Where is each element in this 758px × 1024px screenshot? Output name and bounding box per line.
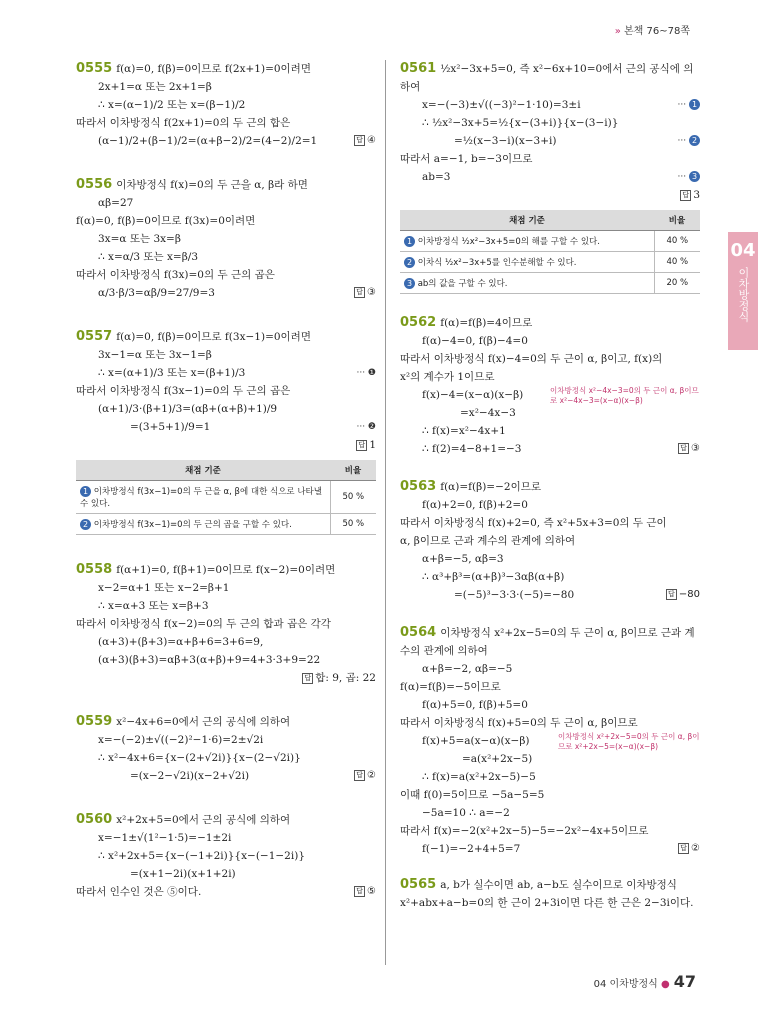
- step-1-icon: 1: [404, 236, 415, 247]
- step-2-icon: 2: [689, 135, 700, 146]
- problem-0555: 0555 f(α)=0, f(β)=0이므로 f(2x+1)=0이려면 2x+1=α 또는 2x+1=β ∴ x=(α−1)/2 또는 x=(β−1)/2 따라서 이차방정식 f(2x+1)=0의 두 근의 합은 (α−1)/2+(β−1)/2=(α+β−2)/2=(4−2)/2=1 답 ④: [76, 60, 376, 150]
- arrow-icon: »: [614, 26, 624, 37]
- answer-icon: 답: [354, 287, 365, 298]
- answer: 답 ③: [678, 440, 700, 458]
- table-row: 2 이차식 ½x²−3x+5를 인수분해할 수 있다. 40 %: [400, 252, 700, 273]
- column-divider: [385, 60, 386, 965]
- left-column: [76, 60, 376, 927]
- step-marker: ··· ❷: [356, 422, 376, 432]
- table-row: 2 이차방정식 f(3x−1)=0의 두 근의 곱을 구할 수 있다. 50 %: [76, 514, 376, 535]
- grading-table: 채점 기준 비율 1 이차방정식 f(3x−1)=0의 두 근을 α, β에 대한 식으로 나타낼 수 있다. 50 % 2 이차방정식 f(3x−1)=0의 두 근의 곱을 구할 수 있다. 50 %: [76, 460, 376, 535]
- table-row: 1 이차방정식 f(3x−1)=0의 두 근을 α, β에 대한 식으로 나타낼 수 있다. 50 %: [76, 481, 376, 514]
- answer: 답 ⑤: [354, 883, 376, 901]
- step-3-icon: 3: [404, 278, 415, 289]
- problem-0557: 0557 f(α)=0, f(β)=0이므로 f(3x−1)=0이려면 3x−1=α 또는 3x−1=β ∴ x=(α+1)/3 또는 x=(β+1)/3 ··· ❶ 따라서 이차방정식 f(3x−1)=0의 두 근의 곱은 (α+1)/3·(β+1)/3=(αβ+(α+β)+1)/9 =(3+5+1)/9=1 ··· ❷ 답 1 채점 기준 비율 1 이차방정식 f(3x−1)=0의 두 근을 α, β에 대한 식으로 나타낼 수 있다. 50 % 2 이차방정식 f(3x−1)=0의 두 근의 곱을 구할 수 있다. 50 %: [76, 328, 376, 535]
- table-row: 1 이차방정식 ½x²−3x+5=0의 해를 구할 수 있다. 40 %: [400, 231, 700, 252]
- answer-icon: 답: [354, 135, 365, 146]
- problem-0562: 0562 f(α)=f(β)=4이므로 f(α)−4=0, f(β)−4=0 따라서 이차방정식 f(x)−4=0의 두 근이 α, β이고, f(x)의 x²의 계수가 1이므로 f(x)−4=(x−α)(x−β) =x²−4x−3 이차방정식 x²−4x−3=0의 두 근이 α, β이므로 x²−4x−3=(x−α)(x−β) ∴ f(x)=x²−4x+1 ∴ f(2)=4−8+1=−3 답 ③: [400, 314, 700, 458]
- chapter-title: 이차방정식: [737, 267, 750, 322]
- chapter-number: 04: [730, 240, 756, 261]
- answer: 답 ②: [354, 767, 376, 785]
- step-marker: ··· ❶: [356, 368, 376, 378]
- step-marker: ··· 1: [678, 96, 700, 114]
- right-column: [400, 60, 700, 938]
- step-marker: ··· 2: [678, 132, 700, 150]
- page-number: 47: [673, 972, 696, 991]
- answer: 답 ②: [678, 840, 700, 858]
- grading-table: 채점 기준 비율 1 이차방정식 ½x²−3x+5=0의 해를 구할 수 있다. 40 % 2 이차식 ½x²−3x+5를 인수분해할 수 있다. 40 % 3 ab의 값을 구할 수 있다. 20 %: [400, 210, 700, 294]
- step-marker: ··· 3: [678, 168, 700, 186]
- table-row: 3 ab의 값을 구할 수 있다. 20 %: [400, 273, 700, 294]
- problem-0558: 0558 f(α+1)=0, f(β+1)=0이므로 f(x−2)=0이려면 x−2=α+1 또는 x−2=β+1 ∴ x=α+3 또는 x=β+3 따라서 이차방정식 f(x−2)=0의 두 근의 합과 곱은 각각 (α+3)+(β+3)=α+β+6=3+6=9, (α+3)(β+3)=αβ+3(α+β)+9=4+3·3+9=22 답 합: 9, 곱: 22: [76, 562, 376, 684]
- step-2-icon: 2: [80, 519, 91, 530]
- problem-0559: 0559 x²−4x+6=0에서 근의 공식에 의하여 x=−(−2)±√((−2)²−1·6)=2±√2i ∴ x²−4x+6={x−(2+√2i)}{x−(2−√2i)} =(x−2−√2i)(x−2+√2i) 답 ②: [76, 713, 376, 785]
- step-3-icon: 3: [689, 171, 700, 182]
- side-note: 이차방정식 x²+2x−5=0의 두 근이 α, β이므로 x²+2x−5=(x−α)(x−β): [558, 732, 700, 751]
- step-1-icon: 1: [80, 486, 91, 497]
- chapter-tab: [728, 232, 758, 350]
- answer-icon: 답: [354, 886, 365, 897]
- answer: 답 ④: [354, 132, 376, 150]
- problem-0565: 0565 a, b가 실수이면 ab, a−b도 실수이므로 이차방정식 x²+abx+a−b=0의 한 근이 2+3i이면 다른 한 근은 2−3i이다.: [400, 877, 694, 909]
- side-note: 이차방정식 x²−4x−3=0의 두 근이 α, β이므로 x²−4x−3=(x−α)(x−β): [550, 386, 699, 405]
- answer: 답 −80: [666, 586, 700, 604]
- problem-0564: 0564 이차방정식 x²+2x−5=0의 두 근이 α, β이므로 근과 계 수의 관계에 의하여 α+β=−2, αβ=−5 f(α)=f(β)=−5이므로 f(α)+5=0, f(β)+5=0 따라서 이차방정식 f(x)+5=0의 두 근이 α, β이므로 f(x)+5=a(x−α)(x−β) =a(x²+2x−5) 이차방정식 x²+2x−5=0의 두 근이 α, β이므로 x²+2x−5=(x−α)(x−β) ∴ f(x)=a(x²+2x−5)−5 이때 f(0)=5이므로 −5a−5=5 −5a=10 ∴ a=−2 따라서 f(x)=−2(x²+2x−5)−5=−2x²−4x+5이므로 f(−1)=−2+4+5=7 답 ②: [400, 624, 700, 858]
- answer-icon: 답: [678, 843, 689, 854]
- answer-icon: 답: [678, 443, 689, 454]
- step-2-icon: 2: [404, 257, 415, 268]
- problem-0556: 0556 이차방정식 f(x)=0의 두 근을 α, β라 하면 αβ=27 f(α)=0, f(β)=0이므로 f(3x)=0이려면 3x=α 또는 3x=β ∴ x=α/3 또는 x=β/3 따라서 이차방정식 f(3x)=0의 두 근의 곱은 α/3·β/3=αβ/9=27/9=3 답 ③: [76, 176, 376, 302]
- problem-0560: 0560 x²+2x+5=0에서 근의 공식에 의하여 x=−1±√(1²−1·5)=−1±2i ∴ x²+2x+5={x−(−1+2i)}{x−(−1−2i)} =(x+1−2i)(x+1+2i) 따라서 인수인 것은 ⑤이다. 답 ⑤: [76, 811, 376, 901]
- answer: 답 ③: [354, 284, 376, 302]
- problem-0563: 0563 f(α)=f(β)=−2이므로 f(α)+2=0, f(β)+2=0 따라서 이차방정식 f(x)+2=0, 즉 x²+5x+3=0의 두 근이 α, β이므로 근과 계수의 관계에 의하여 α+β=−5, αβ=3 ∴ α³+β³=(α+β)³−3αβ(α+β) =(−5)³−3·3·(−5)=−80 답 −80: [400, 478, 700, 604]
- page-reference: » 본책 76~78쪽: [614, 26, 690, 37]
- answer-icon: 답: [354, 770, 365, 781]
- step-1-icon: 1: [689, 99, 700, 110]
- answer-icon: 답: [666, 589, 677, 600]
- page-footer: 04 이차방정식 ● 47: [593, 972, 696, 991]
- answer-icon: 답: [680, 190, 691, 201]
- problem-0561: 0561 ½x²−3x+5=0, 즉 x²−6x+10=0에서 근의 공식에 의 하여 x=−(−3)±√((−3)²−1·10)=3±i ··· 1 ∴ ½x²−3x+5=½{x−(3+i)}{x−(3−i)} =½(x−3−i)(x−3+i) ··· 2 따라서 a=−1, b=−3이므로 ab=3 ··· 3 답 3 채점 기준 비율 1 이차방정식 ½x²−3x+5=0의 해를 구할 수 있다. 40 % 2 이차식 ½x²−3x+5를 인수분해할 수 있다. 40 % 3 ab의 값을 구할 수 있다. 20 %: [400, 60, 700, 294]
- answer-icon: 답: [356, 440, 367, 451]
- bullet-icon: ●: [661, 979, 670, 990]
- answer-icon: 답: [302, 673, 313, 684]
